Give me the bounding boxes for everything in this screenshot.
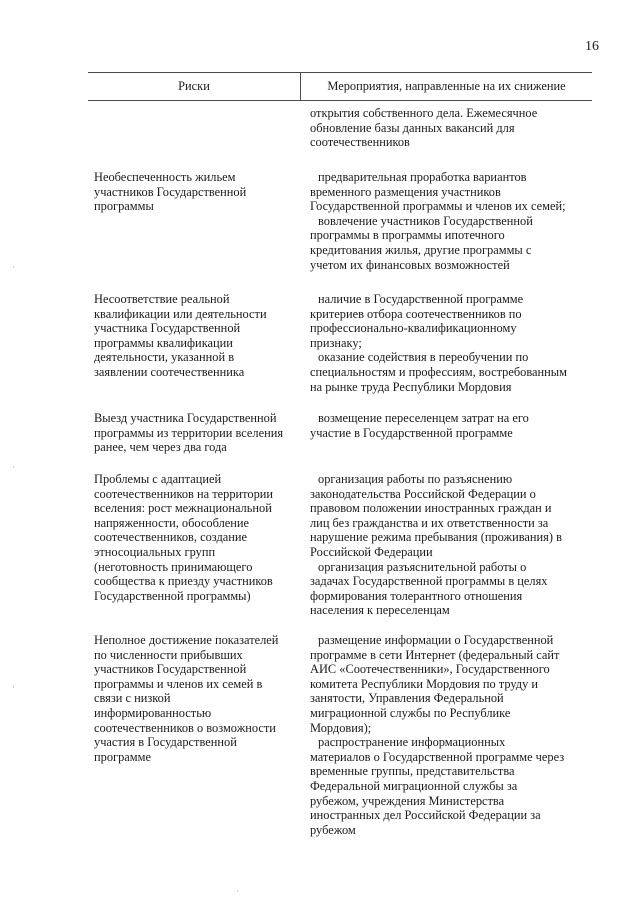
text-line: признаку; [310,335,362,350]
measures-housing [310,170,588,272]
text-line: ранее, чем через два года [94,440,227,455]
text-line: заявлении соотечественника [94,364,245,379]
header-risks: Риски [178,79,210,93]
text-line: участия в Государственной [94,735,237,750]
text-line: программе [94,749,151,764]
text-line: комитета Республики Мордовия по труду и [310,676,539,691]
table-header [88,70,592,106]
text-line: деятельности, указанной в [94,350,235,365]
text-line: Государственной программы и членов их семей; [310,199,566,214]
header-bottom-rule [88,100,592,101]
text-line: участников Государственной [94,662,247,677]
text-line: организация разъяснительной работы о [318,559,527,574]
text-line: наличие в Государственной программе [318,292,524,306]
text-line: организация работы по разъяснению [318,472,513,486]
text-line: задачах Государственной программы в целях [310,574,548,589]
text-line: программы из территории вселения [94,425,284,440]
text-line: материалов о Государственной программе через [310,749,565,764]
text-line: возмещение переселенцем затрат на его [318,411,529,425]
text-line: профессионально-квалификационному [310,321,517,336]
text-line: учетом их финансовых возможностей [310,257,510,272]
text-line: рубежом [310,822,356,837]
text-line: нарушение режима пребывания (проживания) в [310,530,562,545]
text-line: квалификации или деятельности [94,306,267,321]
text-line: населения к переселенцам [310,603,450,618]
text-line: формирования толерантного отношения [310,588,523,603]
text-line: специальностям и профессиям, востребованным [310,364,567,379]
risk-low-awareness [94,633,299,764]
text-line: оказание содействия в переобучении по [318,350,529,365]
scan-mark: · [236,886,239,896]
text-line: миграционной службы по Республике [310,705,511,720]
measures-low-awareness [310,633,588,837]
text-line: соотечественников на территории [94,486,274,501]
scan-mark: · [12,262,15,272]
risk-early-departure [94,411,299,455]
text-line: (неготовность принимающего [94,559,253,574]
text-line: размещение информации о Государственной [318,633,554,647]
text-line: вовлечение участников Государственной [318,213,533,228]
text-line: Российской Федерации [310,544,433,559]
header-top-rule [88,72,592,73]
text-line: Неполное достижение показателей [94,633,279,647]
text-line: вселения: рост межнациональной [94,501,272,516]
text-line: соотечественников, создание [94,530,248,545]
text-line: участника Государственной [94,321,241,336]
text-line: Государственной программы) [94,588,251,603]
text-line: открытия собственного дела. Ежемесячное [310,106,538,120]
risk-qualification [94,292,299,380]
text-line: Федеральной миграционной службы за [310,778,518,793]
continuation-text [310,106,588,150]
text-line: обновление базы данных вакансий для [310,120,515,135]
text-line: соотечественников [310,135,410,150]
text-line: Проблемы с адаптацией [94,472,222,486]
text-line: участие в Государственной программе [310,425,513,440]
text-line: программы в программы ипотечного [310,228,505,243]
header-measures: Мероприятия, направленные на их снижение [327,79,566,93]
text-line: временные группы, представительства [310,764,515,779]
text-line: программе в сети Интернет (федеральный сайт [310,647,560,662]
text-line: распространение информационных [318,735,506,750]
measures-early-departure [310,411,588,440]
text-line: правовом положении иностранных граждан и [310,501,552,516]
text-line: соотечественников о возможности [94,720,276,735]
measures-adaptation [310,472,588,618]
text-line: программы и членов их семей в [94,676,263,691]
text-line: рубежом, учреждения Министерства [310,793,505,808]
text-line: на рынке труда Республики Мордовия [310,379,512,394]
text-line: критериев отбора соотечественников по [310,306,522,321]
risk-adaptation [94,472,299,603]
page-number: 16 [585,39,599,54]
text-line: программы квалификации [94,335,233,350]
text-line: законодательства Российской Федерации о [310,486,536,501]
text-line: занятости, Управления Федеральной [310,691,504,706]
text-line: Выезд участника Государственной [94,411,277,425]
text-line: АИС «Соотечественники», Государственного [310,662,550,677]
text-line: временного размещения участников [310,184,501,199]
text-line: по численности прибывших [94,647,243,662]
text-line: предварительная проработка вариантов [318,170,527,184]
text-line: Несоответствие реальной [94,292,230,306]
text-line: связи с низкой [94,691,171,706]
text-line: сообщества к приезду участников [94,574,273,589]
text-line: участников Государственной [94,184,247,199]
text-line: информированностью [94,705,212,720]
text-line: этносоциальных групп [94,544,216,559]
scan-mark: · [12,682,15,692]
text-line: программы [94,199,154,214]
measures-qualification [310,292,588,394]
text-line: лиц без гражданства и их ответственности за [310,515,549,530]
text-line: иностранных дел Российской Федерации за [310,808,541,823]
text-line: Необеспеченность жильем [94,170,236,184]
risk-housing [94,170,299,214]
text-line: кредитования жилья, другие программы с [310,242,532,257]
text-line: напряженности, обособление [94,515,250,530]
text-line: Мордовия); [310,720,372,735]
scan-mark: · [12,462,15,472]
